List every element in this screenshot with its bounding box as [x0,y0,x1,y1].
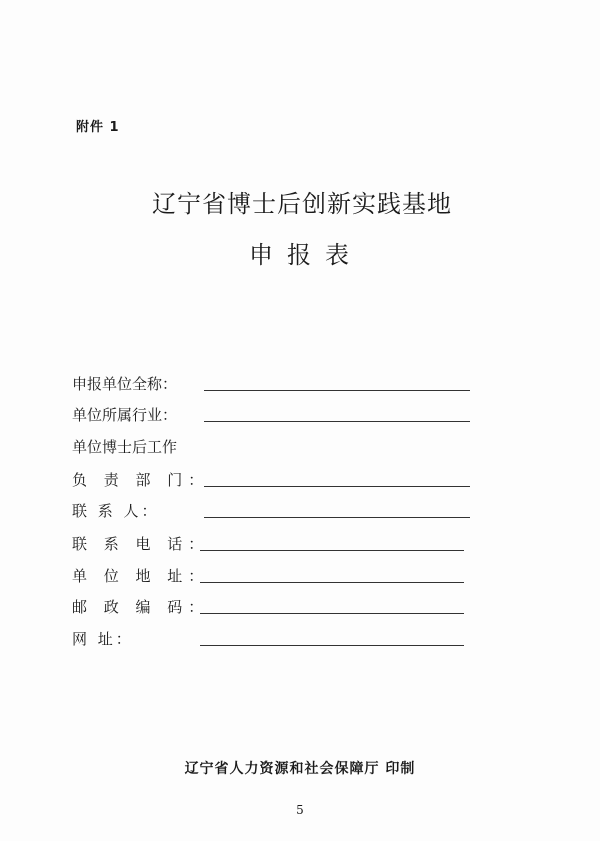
issuer-footer: 辽宁省人力资源和社会保障厅 印制 [184,761,416,777]
field-label-contact-person: 联 系 人： [72,502,160,520]
field-label-postcode: 邮 政 编 码： [72,598,210,616]
page-number: 5 [296,803,304,817]
field-label-department: 负 责 部 门： [72,471,210,489]
field-line-phone[interactable] [200,550,464,551]
document-title: 辽宁省博士后创新实践基地 [152,190,452,218]
field-line-address[interactable] [200,582,464,583]
document-subtitle: 申报表 [249,241,363,269]
field-line-industry[interactable] [204,421,470,422]
field-label-phone: 联 系 电 话： [72,535,210,553]
field-line-applicant-name[interactable] [204,390,470,391]
field-label-industry: 单位所属行业： [72,406,178,424]
field-line-contact-person[interactable] [204,517,470,518]
field-label-applicant-name: 申报单位全称： [72,375,178,393]
field-label-website: 网 址： [72,630,134,648]
field-line-postcode[interactable] [200,613,464,614]
field-label-postdoc-work: 单位博士后工作 [72,438,178,456]
attachment-label: 附件 1 [76,120,120,135]
field-label-address: 单 位 地 址： [72,567,210,585]
field-line-department[interactable] [204,486,470,487]
field-line-website[interactable] [200,645,464,646]
